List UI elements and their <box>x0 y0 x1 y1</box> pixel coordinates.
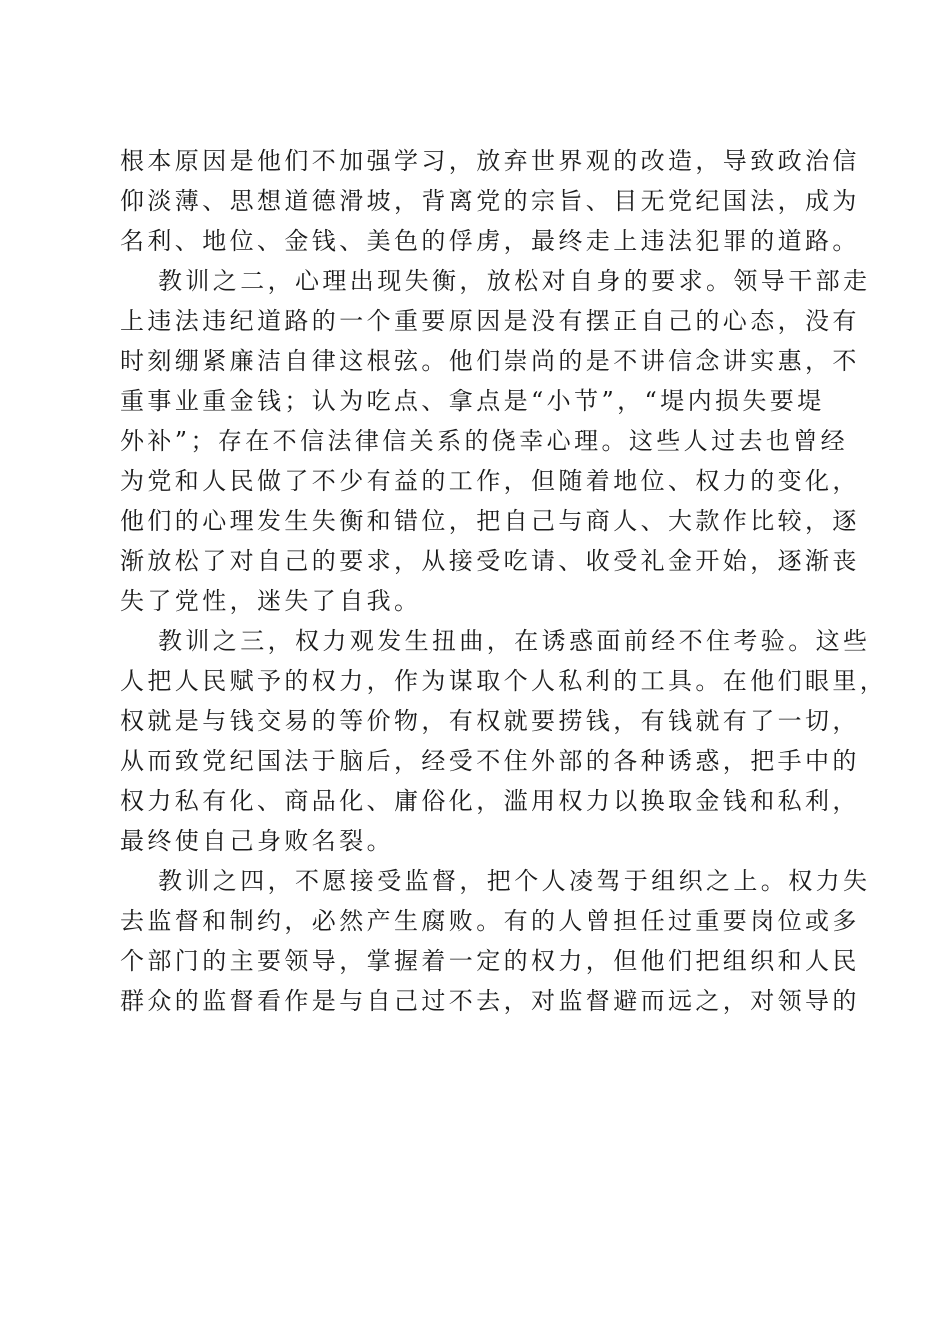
text-line: 个部门的主要领导，掌握着一定的权力，但他们把组织和人民 <box>120 947 860 975</box>
paragraph-4 <box>120 861 871 1021</box>
paragraph-3 <box>120 621 888 861</box>
text-line: 重事业重金钱；认为吃点、拿点是“小节”，“堤内损失要堤 <box>120 387 825 415</box>
text-line: 上违法违纪道路的一个重要原因是没有摆正自己的心态，没有 <box>120 307 860 335</box>
text-line: 教训之四，不愿接受监督，把个人凌驾于组织之上。权力失 <box>158 867 871 895</box>
text-line: 他们的心理发生失衡和错位，把自己与商人、大款作比较，逐 <box>120 507 860 535</box>
text-line: 根本原因是他们不加强学习，放弃世界观的改造，导致政治信 <box>120 147 860 175</box>
text-line: 名利、地位、金钱、美色的俘虏，最终走上违法犯罪的道路。 <box>120 227 860 255</box>
text-line: 权力私有化、商品化、庸俗化，滥用权力以换取金钱和私利， <box>120 787 860 815</box>
text-line: 外补”；存在不信法律信关系的侥幸心理。这些人过去也曾经 <box>120 427 849 455</box>
document-body <box>120 141 888 1021</box>
text-line: 为党和人民做了不少有益的工作，但随着地位、权力的变化， <box>120 467 860 495</box>
text-line: 群众的监督看作是与自己过不去，对监督避而远之，对领导的 <box>120 987 860 1015</box>
text-line: 时刻绷紧廉洁自律这根弦。他们崇尚的是不讲信念讲实惠，不 <box>120 347 860 375</box>
text-line: 渐放松了对自己的要求，从接受吃请、收受礼金开始，逐渐丧 <box>120 547 860 575</box>
text-line: 从而致党纪国法于脑后，经受不住外部的各种诱惑，把手中的 <box>120 747 860 775</box>
text-line: 权就是与钱交易的等价物，有权就要捞钱，有钱就有了一切， <box>120 707 860 735</box>
text-line: 失了党性，迷失了自我。 <box>120 587 422 615</box>
paragraph-1 <box>120 141 860 261</box>
text-line: 去监督和制约，必然产生腐败。有的人曾担任过重要岗位或多 <box>120 907 860 935</box>
text-line: 教训之二，心理出现失衡，放松对自身的要求。领导干部走 <box>158 267 871 295</box>
text-line: 仰淡薄、思想道德滑坡，背离党的宗旨、目无党纪国法，成为 <box>120 187 860 215</box>
text-line: 最终使自己身败名裂。 <box>120 827 394 855</box>
text-line: 人把人民赋予的权力，作为谋取个人私利的工具。在他们眼里， <box>120 667 888 695</box>
text-line: 教训之三，权力观发生扭曲，在诱惑面前经不住考验。这些 <box>158 627 871 655</box>
paragraph-2 <box>120 261 871 621</box>
